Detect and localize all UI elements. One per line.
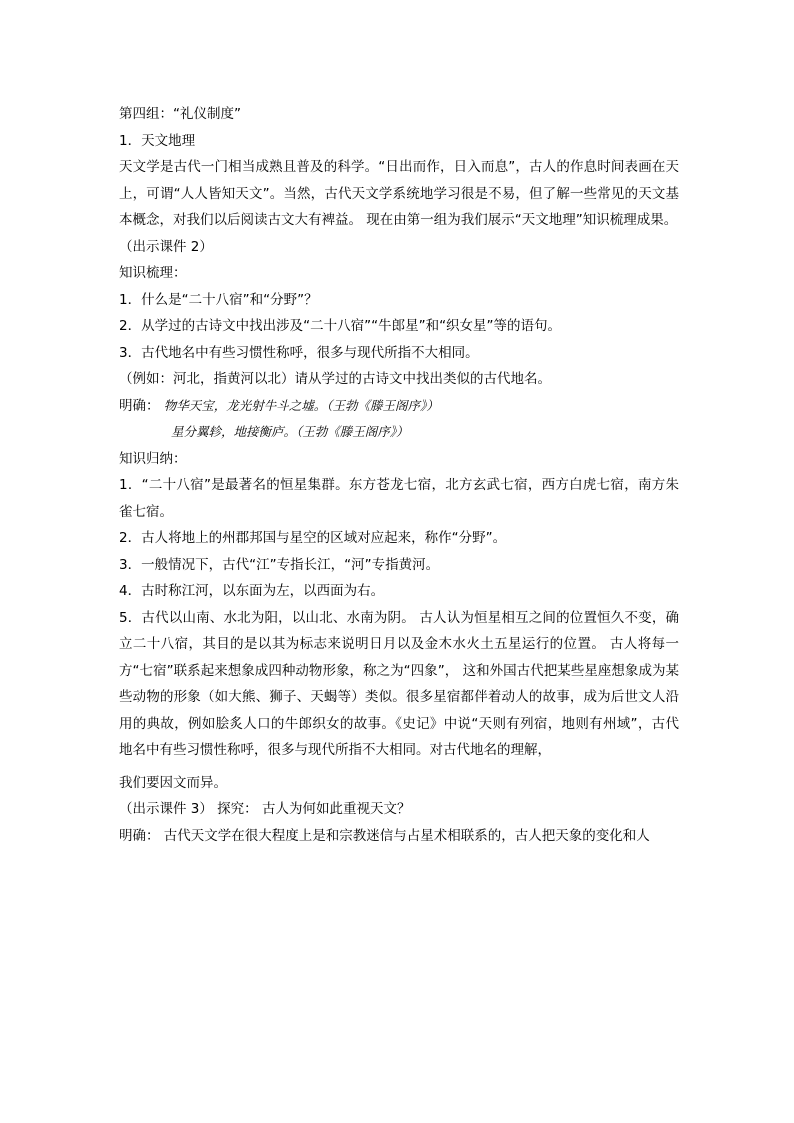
courseware-3-inquiry: （出示课件 3） 探究： 古人为何如此重视天文？ (119, 801, 411, 817)
section-title: 1．天文地理 (119, 132, 196, 149)
knowledge-summary-label: 知识归纳： (119, 450, 187, 467)
group-heading: 第四组：“礼仪制度” (119, 106, 241, 122)
answer-quote: 星分翼轸，地接衡庐。（王勃《滕王阁序》） (171, 424, 409, 439)
review-item: （例如：河北，指黄河以北）请从学过的古诗文中找出类似的古代地名。 (119, 371, 551, 387)
answer-line (119, 419, 679, 446)
answer-line (119, 393, 679, 420)
courseware-2-note: （出示课件 2） (119, 238, 213, 255)
document-body (119, 101, 679, 849)
intro-paragraph: 天文学是古代一门相当成熟且普及的科学。“日出而作，日入而息”，古人的作息时间表画在天上，可谓“人人皆知天文”。当然，古代天文学系统地学习很是不易，但了解一些常见的天文基本概念，对我们以后阅读古文大有裨益。 现在由第一组为我们展示“天文地理”知识梳理成果。 (119, 159, 679, 228)
summary-item: 5．古代以山南、水北为阳，以山北、水南为阴。 古人认为恒星相互之间的位置恒久不变，确立二十八宿，其目的是以其为标志来说明日月以及金木水火土五星运行的位置。 古人将每一方“七宿”联系起来想象成四种动物形象，称之为“四象”， 这和外国古代把某些星座想象成为某些动物的形象（如大熊、狮子、天蝎等）类似。很多星宿都伴着动人的故事，成为后世文人沿用的典故，例如脍炙人口的牛郎织女的故事。《史记》中说“天则有列宿，地则有州域”，古代地名中有些习惯性称呼，很多与现代所指不大相同。对古代地名的理解， (119, 609, 679, 758)
review-item: 2．从学过的古诗文中找出涉及“二十八宿”“牛郎星”和“织女星”等的语句。 (119, 318, 562, 334)
summary-item: 4．古时称江河，以东面为左，以西面为右。 (119, 583, 385, 599)
answer-label: 明确： (119, 397, 160, 414)
knowledge-review-label: 知识梳理： (119, 265, 187, 281)
summary-item: 1．“二十八宿”是最著名的恒星集群。东方苍龙七宿，北方玄武七宿，西方白虎七宿，南方朱雀七宿。 (119, 477, 679, 520)
summary-tail: 我们要因文而异。 (119, 774, 227, 791)
answer-quote: 物华天宝，龙光射牛斗之墟。（王勃《滕王阁序》） (163, 397, 439, 413)
review-item: 1．什么是“二十八宿”和“分野”？ (119, 291, 318, 308)
final-answer: 明确： 古代天文学在很大程度上是和宗教迷信与占星术相联系的，古人把天象的变化和人 (119, 827, 650, 844)
review-item: 3．古代地名中有些习惯性称呼，很多与现代所指不大相同。 (119, 344, 479, 361)
summary-item: 2．古人将地上的州郡邦国与星空的区域对应起来，称作“分野”。 (119, 530, 507, 546)
summary-item: 3．一般情况下，古代“江”专指长江，“河”专指黄河。 (119, 556, 440, 573)
